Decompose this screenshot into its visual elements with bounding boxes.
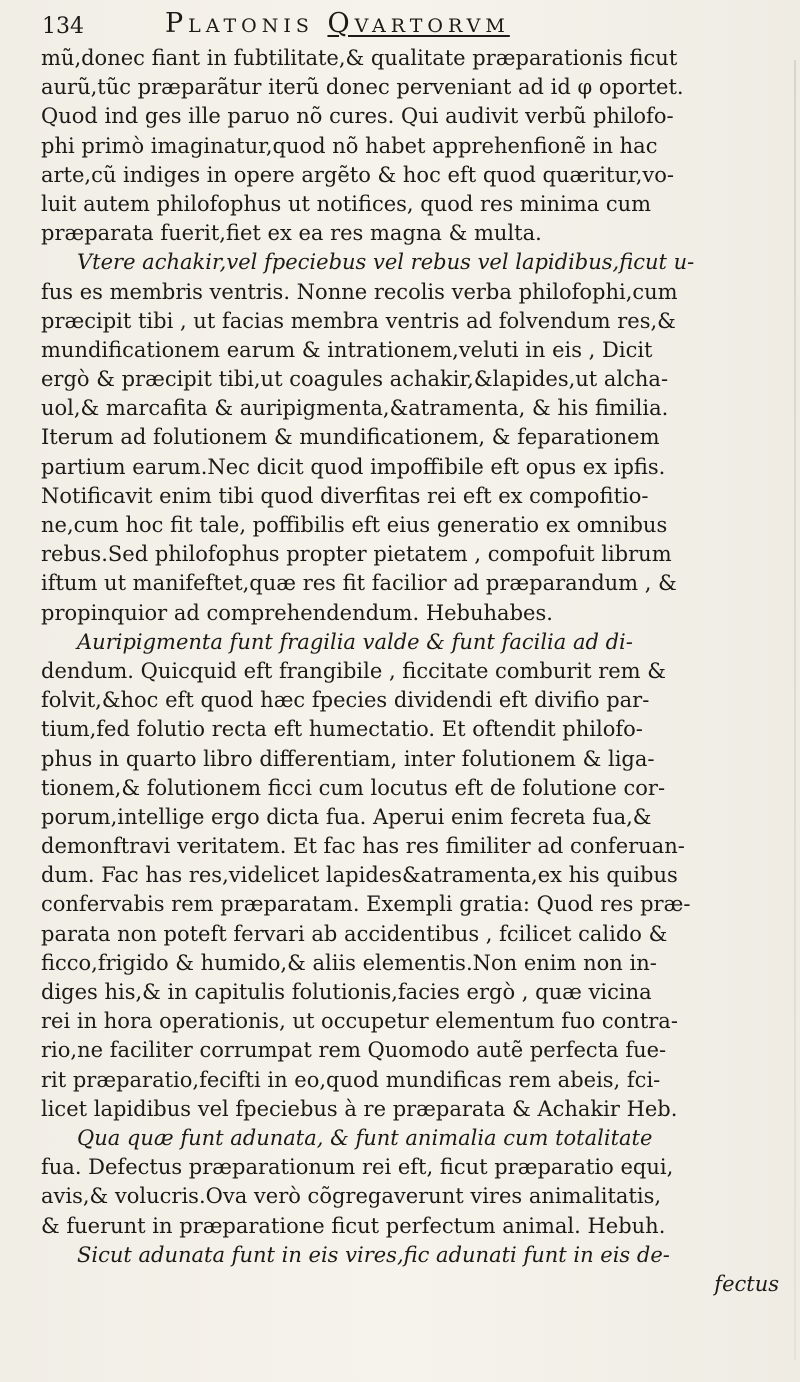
text-line: Qua quæ funt adunata, & funt animalia cum totalitate [77,1125,653,1150]
text-line: demonftravi veritatem. Et fac has res fimiliter ad conferuan- [41,834,685,859]
text-line: Sicut adunata funt in eis vires,fic adunati funt in eis de- [77,1242,670,1267]
text-line: mundificationem earum & intrationem,veluti in eis , Dicit [41,337,653,362]
text-line: ergò & præcipit tibi,ut coagules achakir,&lapides,ut alcha- [41,367,669,392]
text-line: iftum ut manifeftet,quæ res fit facilior ad præparandum , & [41,571,677,596]
text-line: parata non poteft fervari ab accidentibus , fcilicet calido & [41,921,668,946]
text-line: luit autem philofophus ut notifices, quod res minima cum [41,191,652,216]
text-line: Iterum ad folutionem & mundificationem, & feparationem [41,425,660,450]
text-line: confervabis rem præparatam. Exempli gratia: Quod res præ- [41,892,691,917]
text-line: præcipit tibi , ut facias membra ventris ad folvendum res,& [41,308,676,333]
text-line: Notificavit enim tibi quod diverfitas rei eft ex compofitio- [41,483,649,508]
text-line: rebus.Sed philofophus propter pietatem , compofuit librum [41,542,672,567]
text-line: præparata fuerit,fiet ex ea res magna & multa. [41,221,542,246]
text-line: aurũ,tũc præparãtur iterũ donec perveniant ad id φ oportet. [41,75,684,100]
text-line: fus es membris ventris. Nonne recolis verba philofophi,cum [41,279,678,304]
text-line: porum,intellige ergo dicta fua. Aperui enim fecreta fua,& [41,804,652,829]
text-body [41,44,787,1299]
text-line: arte,cũ indiges in opere argẽto & hoc eft quod quæritur,vo- [41,162,674,187]
text-line: tionem,& folutionem ficci cum locutus eft de folutione cor- [41,775,666,800]
text-line: Auripigmenta funt fragilia valde & funt facilia ad di- [77,629,633,654]
text-line: uol,& marcafita & auripigmenta,&atramenta, & his fimilia. [41,396,669,421]
text-line: Quod ind ges ille paruo nõ cures. Qui audivit verbũ philofo- [41,104,674,129]
folio-number: 134 [42,14,84,39]
running-title-book: Qvartorvm [327,8,510,39]
text-line: ficco,frigido & humido,& aliis elementis.Non enim non in- [41,950,657,975]
page-edge-shadow [794,60,796,1360]
text-line: rio,ne faciliter corrumpat rem Quomodo autẽ perfecta fue- [41,1038,667,1063]
text-line: licet lapidibus vel fpeciebus à re præparata & Achakir Heb. [41,1096,678,1121]
text-line: mũ,donec fiant in fubtilitate,& qualitate præparationis ficut [41,46,678,70]
text-line: dum. Fac has res,videlicet lapides&atramenta,ex his quibus [41,863,678,888]
running-title-author: Platonis [165,8,314,39]
text-line: fua. Defectus præparationum rei eft, ficut præparatio equi, [41,1155,674,1180]
text-line: partium earum.Nec dicit quod impoffibile eft opus ex ipfis. [41,454,666,479]
text-line: rit præparatio,fecifti in eo,quod mundificas rem abeis, fci- [41,1067,661,1092]
text-line: propinquior ad comprehendendum. Hebuhabes. [41,600,553,625]
text-line: dendum. Quicquid eft frangibile , ficcitate comburit rem & [41,658,666,683]
text-line: ne,cum hoc fit tale, poffibilis eft eius generatio ex omnibus [41,513,668,537]
text-line: & fuerunt in præparatione ficut perfectum animal. Hebuh. [41,1213,666,1238]
text-line: rei in hora operationis, ut occupetur elementum fuo contra- [41,1009,678,1034]
running-title [165,8,510,39]
text-line: Vtere achakir,vel fpeciebus vel rebus vel lapidibus,ficut u- [77,250,695,275]
text-line: avis,& volucris.Ova verò cõgregaverunt vires animalitatis, [41,1184,662,1209]
text-line: fectus [714,1271,779,1296]
text-line: phi primò imaginatur,quod nõ habet apprehenfionẽ in hac [41,133,658,158]
page-header [42,6,782,40]
text-line: diges his,& in capitulis folutionis,facies ergò , quæ vicina [41,980,652,1004]
text-line: phus in quarto libro differentiam, inter folutionem & liga- [41,746,655,771]
text-line: folvit,&hoc eft quod hæc fpecies dividendi eft divifio par- [41,688,650,713]
text-line: tium,fed folutio recta eft humectatio. Et oftendit philofo- [41,717,643,742]
